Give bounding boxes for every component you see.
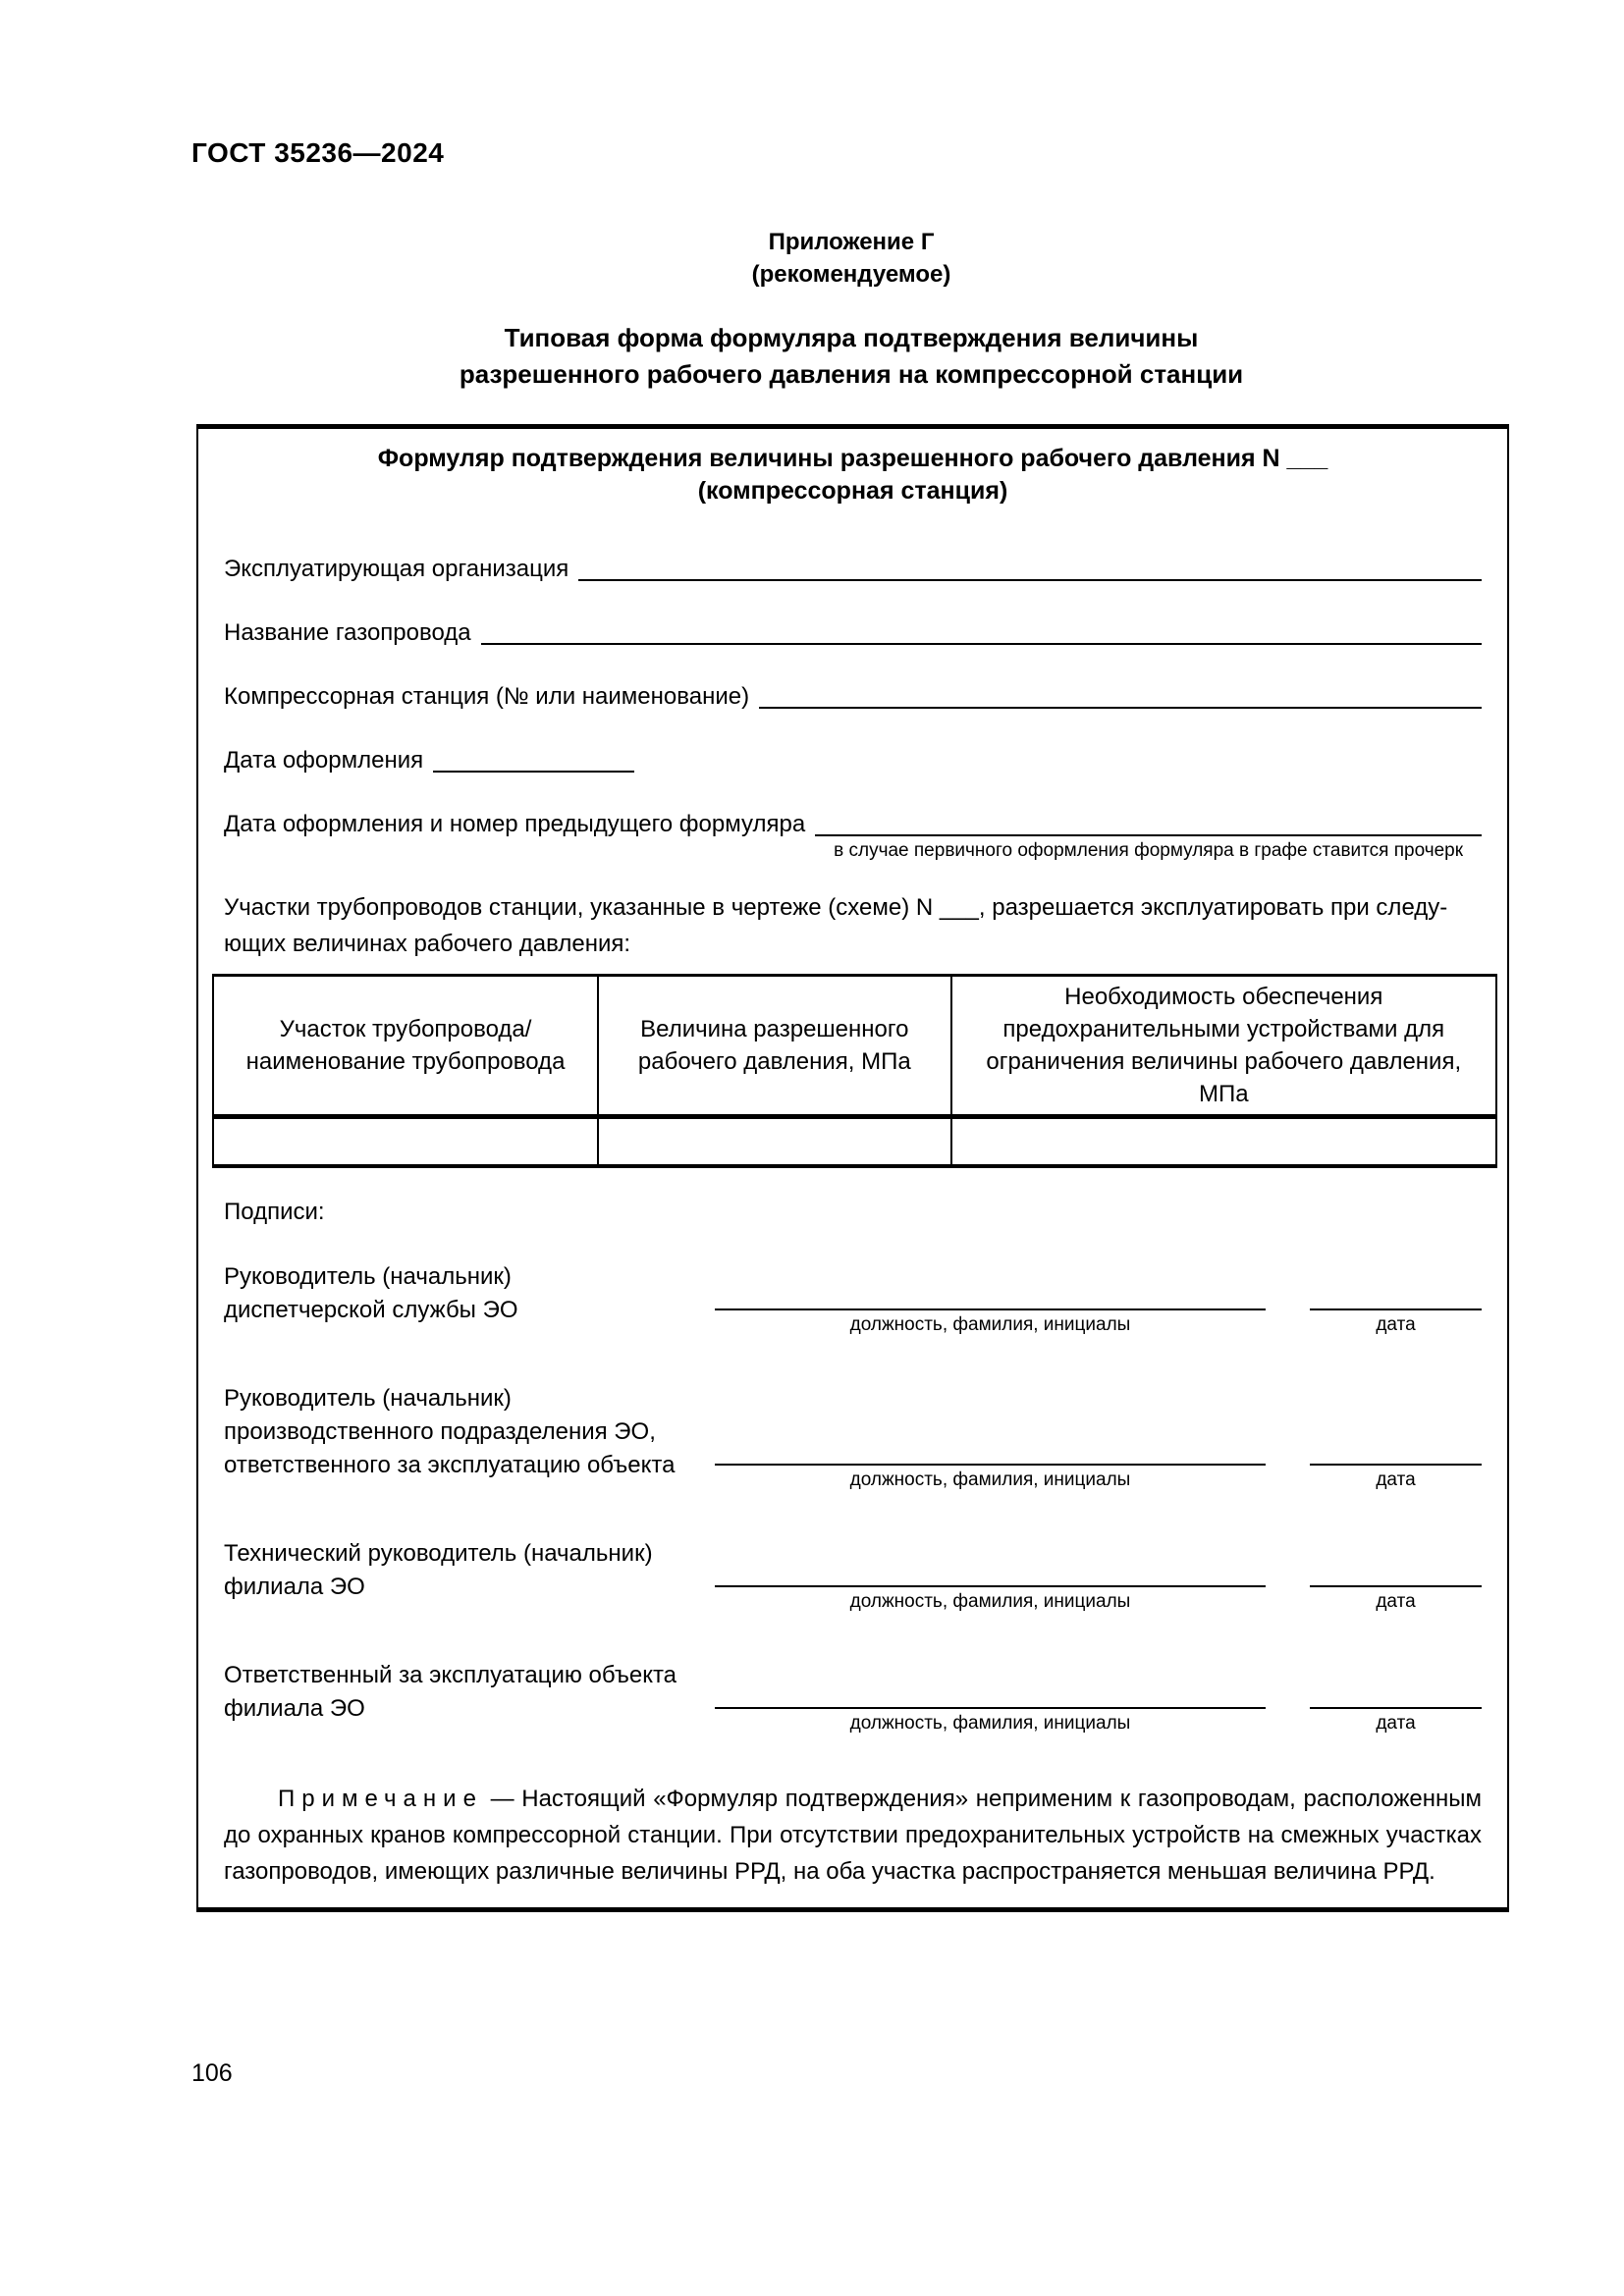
field-row-pipeline-name (224, 616, 1482, 649)
table-empty-cell (951, 1117, 1496, 1166)
signature-role: Технический руководитель (начальник) филиала ЭО (224, 1539, 653, 1600)
signature-role: Ответственный за эксплуатацию объекта филиала ЭО (224, 1661, 677, 1722)
pressure-table (212, 974, 1497, 1168)
signature-date-area (1310, 1585, 1482, 1614)
signature-line-area (715, 1585, 1266, 1614)
field-label: Название газопровода (224, 619, 471, 646)
intro-line1: Участки трубопроводов станции, указанные в чертеже (схеме) N ___, разрешается эксплуатировать при следу- (224, 894, 1448, 921)
signature-caption: должность, фамилия, инициалы (849, 1313, 1131, 1335)
signature-caption: должность, фамилия, инициалы (849, 1712, 1131, 1734)
table-empty-cell (213, 1117, 598, 1166)
note-dash: — (490, 1785, 514, 1812)
table-empty-cell (598, 1117, 950, 1166)
intro-paragraph (224, 889, 1482, 962)
field-blank-line (481, 643, 1482, 645)
signature-caption: должность, фамилия, инициалы (849, 1468, 1131, 1490)
field-label: Дата оформления (224, 747, 424, 774)
page-title (193, 320, 1509, 393)
field-label: Эксплуатирующая организация (224, 556, 569, 582)
form-box (196, 424, 1509, 1912)
signature-line-area (715, 1707, 1266, 1735)
table-header-pipeline-section: Участок трубопровода/ наименование трубопровода (213, 976, 598, 1117)
signature-line-area (715, 1464, 1266, 1492)
note-paragraph (224, 1781, 1482, 1890)
form-title-line1: Формуляр подтверждения величины разрешенного рабочего давления N ___ (377, 445, 1328, 472)
date-caption: дата (1376, 1712, 1416, 1734)
signature-block-technical-head (224, 1537, 1482, 1614)
signature-caption: должность, фамилия, инициалы (849, 1590, 1131, 1612)
field-blank-line (578, 579, 1482, 581)
appendix-heading (193, 226, 1509, 393)
page-title-line2: разрешенного рабочего давления на компрессорной станции (459, 359, 1244, 389)
table-header-allowed-pressure: Величина разрешенного рабочего давления, МПа (598, 976, 950, 1117)
signature-role: Руководитель (начальник) производственного подразделения ЭО, ответственного за эксплуатацию объекта (224, 1384, 676, 1478)
field-row-compressor-station (224, 680, 1482, 713)
appendix-kind: (рекомендуемое) (751, 261, 951, 288)
field-blank-line (815, 834, 1482, 861)
signature-block-operation-responsible (224, 1659, 1482, 1735)
signature-line-area (715, 1308, 1266, 1337)
table-header-row (213, 976, 1496, 1117)
date-caption: дата (1376, 1468, 1416, 1490)
note-label: Примечание (278, 1785, 483, 1812)
signature-date-area (1310, 1707, 1482, 1735)
field-row-issue-date (224, 744, 1482, 776)
field-blank-line (433, 771, 634, 773)
field-blank-line (759, 707, 1482, 709)
field-row-operating-organization (224, 553, 1482, 585)
field-label: Дата оформления и номер предыдущего формуляра (224, 811, 806, 837)
date-caption: дата (1376, 1313, 1416, 1335)
signature-date-area (1310, 1464, 1482, 1492)
appendix-label: Приложение Г (768, 229, 935, 255)
table-empty-row (213, 1117, 1496, 1166)
document-header: ГОСТ 35236—2024 (191, 137, 445, 168)
table-header-safety-devices: Необходимость обеспечения предохранительными устройствами для ограничения величины рабочего давления, МПа (951, 976, 1496, 1117)
form-fields (224, 553, 1482, 861)
field-footnote: в случае первичного оформления формуляра в графе ставится прочерк (834, 840, 1464, 861)
signature-date-area (1310, 1308, 1482, 1337)
page-number: 106 (191, 2059, 233, 2087)
intro-line2: ющих величинах рабочего давления: (224, 931, 631, 957)
date-caption: дата (1376, 1590, 1416, 1612)
field-row-previous-form (224, 808, 1482, 861)
note-text: Настоящий «Формуляр подтверждения» неприменим к газопроводам, расположенным до охранных кранов компрессорной станции. При отсутствии предохранительных устройств на смежных участках газопроводов, имеющих различные величины РРД, на оба участка распространяется меньшая величина РРД. (224, 1785, 1482, 1885)
form-title (198, 443, 1507, 507)
field-label: Компрессорная станция (№ или наименование) (224, 683, 750, 710)
page-title-line1: Типовая форма формуляра подтверждения величины (504, 323, 1199, 352)
signatures-title: Подписи: (224, 1198, 325, 1225)
signature-block-production-head (224, 1382, 1482, 1492)
signature-role: Руководитель (начальник) диспетчерской службы ЭО (224, 1262, 518, 1323)
form-title-line2: (компрессорная станция) (697, 477, 1008, 505)
signature-block-dispatch-head (224, 1260, 1482, 1337)
